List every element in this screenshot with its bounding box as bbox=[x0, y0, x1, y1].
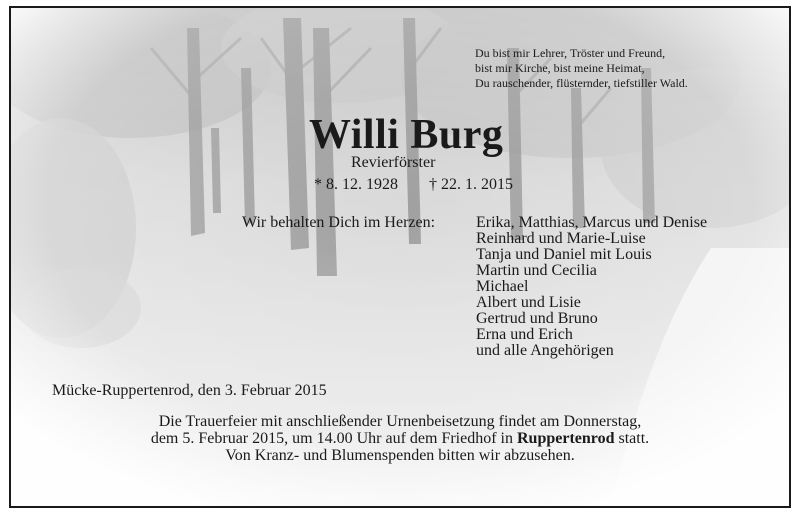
deceased-name: Willi Burg bbox=[309, 112, 504, 158]
mourner-line: Martin und Cecilia bbox=[476, 262, 597, 279]
quote-line: bist mir Kirche, bist meine Heimat, bbox=[475, 61, 645, 75]
mourner-line: Erika, Matthias, Marcus und Denise bbox=[476, 214, 708, 231]
service-line-1: Die Trauerfeier mit anschließender Urnenbeisetzung findet am Donnerstag, bbox=[158, 413, 642, 430]
mourners-list bbox=[476, 215, 707, 359]
deceased-title: Revierförster bbox=[351, 154, 436, 171]
mourner-line: Michael bbox=[476, 278, 529, 295]
service-line-2 bbox=[11, 430, 789, 447]
mourners-lead: Wir behalten Dich im Herzen: bbox=[242, 214, 436, 231]
service-line-3: Von Kranz- und Blumenspenden bitten wir abzusehen. bbox=[225, 447, 575, 464]
mourner-line: und alle Angehörigen bbox=[476, 342, 614, 359]
death-date: † 22. 1. 2015 bbox=[429, 176, 513, 193]
mourner-line: Albert und Lisie bbox=[476, 294, 581, 311]
place-and-date: Mücke-Ruppertenrod, den 3. Februar 2015 bbox=[52, 382, 327, 399]
quote-line: Du bist mir Lehrer, Tröster und Freund, bbox=[475, 46, 666, 60]
mourner-line: Erna und Erich bbox=[476, 326, 573, 343]
service-line-2-post: statt. bbox=[614, 430, 650, 447]
mourner-line: Gertrud und Bruno bbox=[476, 310, 598, 327]
service-line-2-pre: dem 5. Februar 2015, um 14.00 Uhr auf dem Friedhof in bbox=[150, 430, 517, 447]
mourner-line: Reinhard und Marie-Luise bbox=[476, 230, 646, 247]
mourner-line: Tanja und Daniel mit Louis bbox=[476, 246, 652, 263]
birth-date: * 8. 12. 1928 bbox=[314, 176, 398, 193]
service-place: Ruppertenrod bbox=[516, 430, 615, 447]
funeral-service-info bbox=[11, 413, 789, 464]
quote-verse bbox=[475, 46, 688, 91]
quote-line: Du rauschender, flüsternder, tiefstiller Wald. bbox=[475, 76, 688, 90]
obituary-notice bbox=[9, 6, 791, 508]
